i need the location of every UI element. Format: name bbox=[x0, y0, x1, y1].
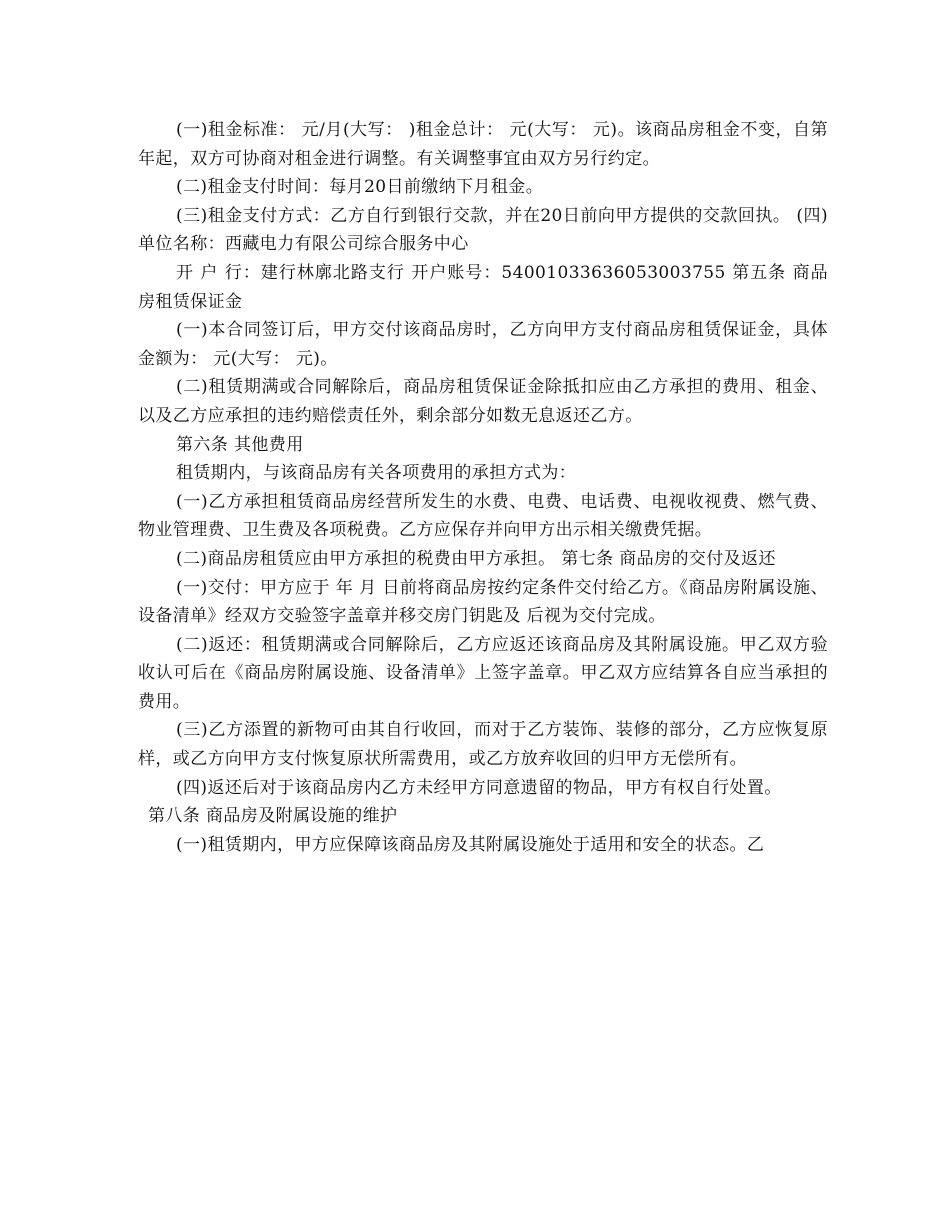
clause-return: (二)返还：租赁期满或合同解除后，乙方应返还该商品房及其附属设施。甲乙双方验收认可后在《商品房附属设施、设备清单》上签字盖章。甲乙双方应结算各自应当承担的费用。 bbox=[138, 634, 828, 712]
clause-landlord-taxes: (二)商品房租赁应由甲方承担的税费由甲方承担。 第七条 商品房的交付及返还 bbox=[176, 548, 776, 569]
clause-additions: (三)乙方添置的新物可由其自行收回，而对于乙方装饰、装修的部分，乙方应恢复原样，或乙方向甲方支付恢复原状所需费用，或乙方放弃收回的归甲方无偿所有。 bbox=[138, 720, 828, 770]
article-eight-heading: 第八条 商品房及附属设施的维护 bbox=[148, 806, 398, 827]
clause-maintenance: (一)租赁期内，甲方应保障该商品房及其附属设施处于适用和安全的状态。乙 bbox=[176, 834, 765, 855]
bank-account-info: 开 户 行：建行林廓北路支行 开户账号：54001033636053003755 第五条 商品房租赁保证金 bbox=[138, 262, 828, 312]
article-six-heading: 第六条 其他费用 bbox=[176, 434, 304, 455]
clause-rent-payment-time: (二)租金支付时间：每月20日前缴纳下月租金。 bbox=[176, 177, 544, 198]
document-body bbox=[138, 116, 828, 859]
clause-deposit-amount: (一)本合同签订后，甲方交付该商品房时，乙方向甲方支付商品房租赁保证金，具体金额为： 元(大写： 元)。 bbox=[138, 320, 828, 369]
clause-rent-standard: (一)租金标准： 元/月(大写： )租金总计： 元(大写： 元)。该商品房租金不变，自第 年起，双方可协商对租金进行调整。有关调整事宜由双方另行约定。 bbox=[138, 120, 828, 169]
clause-fees-intro: 租赁期内，与该商品房有关各项费用的承担方式为： bbox=[176, 463, 577, 484]
clause-leftover-items: (四)返还后对于该商品房内乙方未经甲方同意遗留的物品，甲方有权自行处置。 bbox=[176, 777, 782, 798]
clause-deposit-return: (二)租赁期满或合同解除后，商品房租赁保证金除抵扣应由乙方承担的费用、租金、以及乙方应承担的违约赔偿责任外，剩余部分如数无息返还乙方。 bbox=[138, 377, 828, 426]
clause-handover: (一)交付：甲方应于 年 月 日前将商品房按约定条件交付给乙方。《商品房附属设施、设备清单》经双方交验签字盖章并移交房门钥匙及 后视为交付完成。 bbox=[138, 577, 828, 627]
clause-tenant-fees: (一)乙方承担租赁商品房经营所发生的水费、电费、电话费、电视收视费、燃气费、物业管理费、卫生费及各项税费。乙方应保存并向甲方出示相关缴费凭据。 bbox=[138, 491, 828, 541]
clause-rent-payment-method: (三)租金支付方式：乙方自行到银行交款，并在20日前向甲方提供的交款回执。 (四)单位名称：西藏电力有限公司综合服务中心 bbox=[138, 205, 828, 255]
